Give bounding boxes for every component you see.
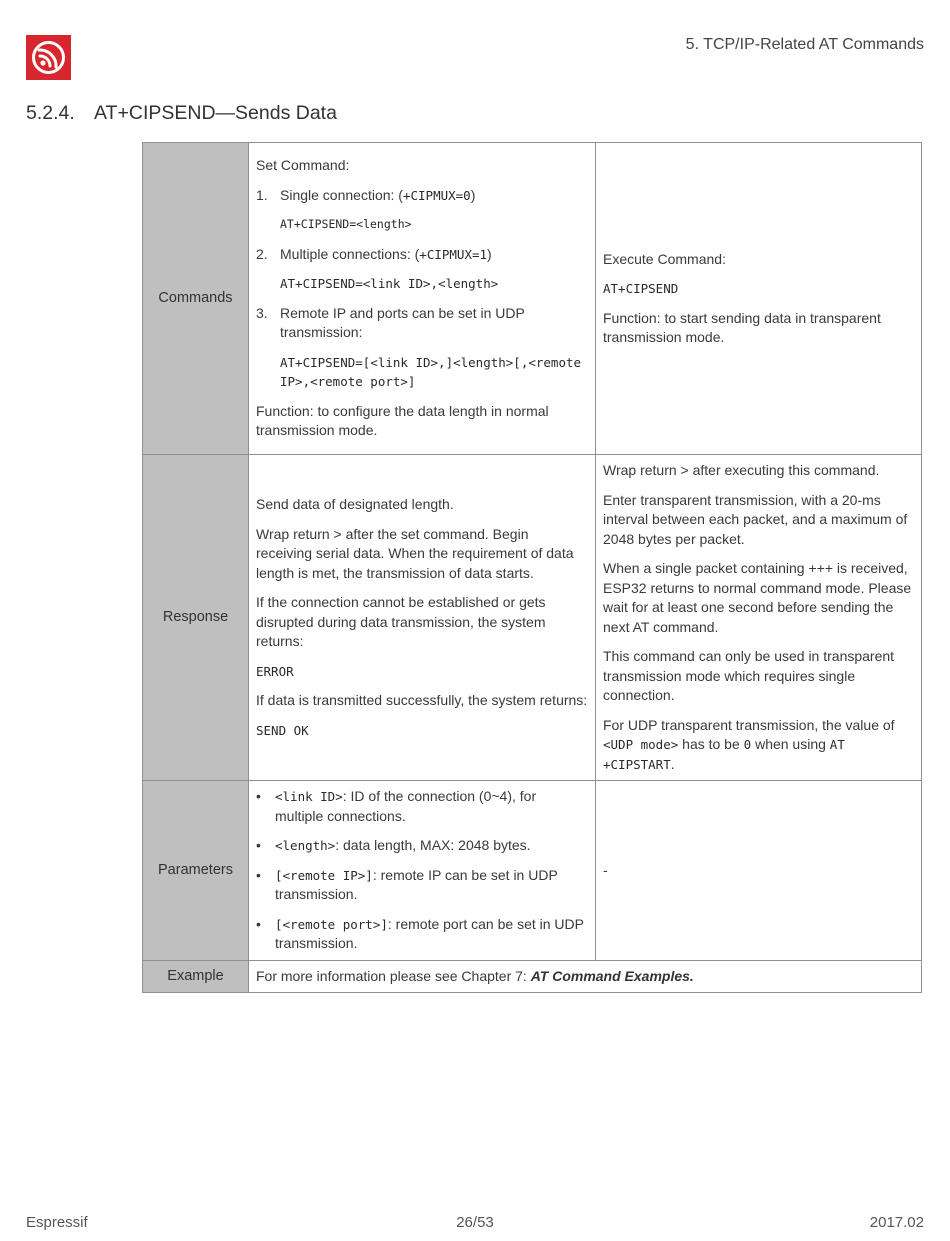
error-code: ERROR [256, 663, 294, 679]
command-spec-table [142, 142, 922, 993]
command-syntax: AT+CIPSEND [603, 281, 679, 296]
parameters-cell [249, 781, 596, 961]
execute-command-cell [596, 143, 922, 455]
set-command-heading: Set Command: [256, 157, 350, 174]
parameters-row [143, 781, 922, 961]
example-cell: For more information please see Chapter 7: AT Command Examples. [249, 960, 922, 993]
section-title-text: AT+CIPSEND—Sends Data [94, 102, 337, 124]
ok-code: SEND OK [256, 722, 309, 738]
commands-row-header: Commands [143, 143, 249, 455]
execute-command-function: Function: to start sending data in transparent transmission mode. [603, 309, 881, 345]
header-chapter-title: 5. TCP/IP-Related AT Commands [685, 36, 924, 53]
response-row [143, 455, 922, 781]
execute-command-heading: Execute Command: [603, 250, 726, 267]
chapter-reference-link[interactable]: AT Command Examples. [530, 967, 694, 984]
set-command-cell [249, 143, 596, 455]
footer-company: Espressif [26, 1214, 88, 1231]
response-row-header: Response [143, 455, 249, 781]
section-number: 5.2.4. [26, 102, 75, 124]
set-response-cell: Send data of designated length. Wrap return > after the set command. Begin receiving serial data. When the requirement of data length is met, the transmission of data starts. If the connection cannot be established or gets disrupted during data transmission, the system returns: ERROR If data is transmitted successfully, the system returns: SEND OK [249, 455, 596, 781]
command-syntax: AT+CIPSEND=<link ID>,<length> [280, 276, 499, 292]
list-item: • [<remote IP>]: remote IP can be set in UDP transmission. [256, 866, 558, 902]
list-item: • <length>: data length, MAX: 2048 bytes. [256, 837, 531, 853]
espressif-logo-icon [26, 35, 71, 80]
parameter-list [256, 787, 588, 954]
footer-page-number: 26/53 [456, 1214, 494, 1231]
list-item: • [<remote port>]: remote port can be set in UDP transmission. [256, 915, 584, 951]
parameters-row-header: Parameters [143, 781, 249, 961]
list-item: 1. Single connection: (+CIPMUX=0) [256, 186, 476, 203]
parameters-execute-cell: - [596, 781, 922, 961]
section-heading [26, 102, 337, 125]
list-item: 2. Multiple connections: (+CIPMUX=1) [256, 245, 492, 262]
list-item: 3. Remote IP and ports can be set in UDP transmission: [256, 304, 525, 341]
execute-response-cell: Wrap return > after executing this command. Enter transparent transmission, with a 20-ms interval between each packet, and a maximum of 2048 bytes per packet. When a single packet containing +++ is received, ESP32 returns to normal command mode. Please wait for at least one second before sending the next AT command. This command can only be used in transparent transmission mode which requires single connection. For UDP transparent transmission, the value of <UDP mode> has to be 0 when using AT +CIPSTART. [596, 455, 922, 781]
footer-date: 2017.02 [869, 1214, 924, 1231]
commands-row [143, 143, 922, 455]
set-command-function: Function: to configure the data length in normal transmission mode. [256, 402, 549, 439]
command-syntax: AT+CIPSEND=<length> [280, 217, 412, 232]
example-row-header: Example [143, 960, 249, 993]
list-item: • <link ID>: ID of the connection (0~4), for multiple connections. [256, 788, 537, 824]
example-row [143, 960, 922, 993]
command-syntax: AT+CIPSEND=[<link ID>,]<length>[,<remote IP>,<remote port>] [280, 354, 582, 390]
